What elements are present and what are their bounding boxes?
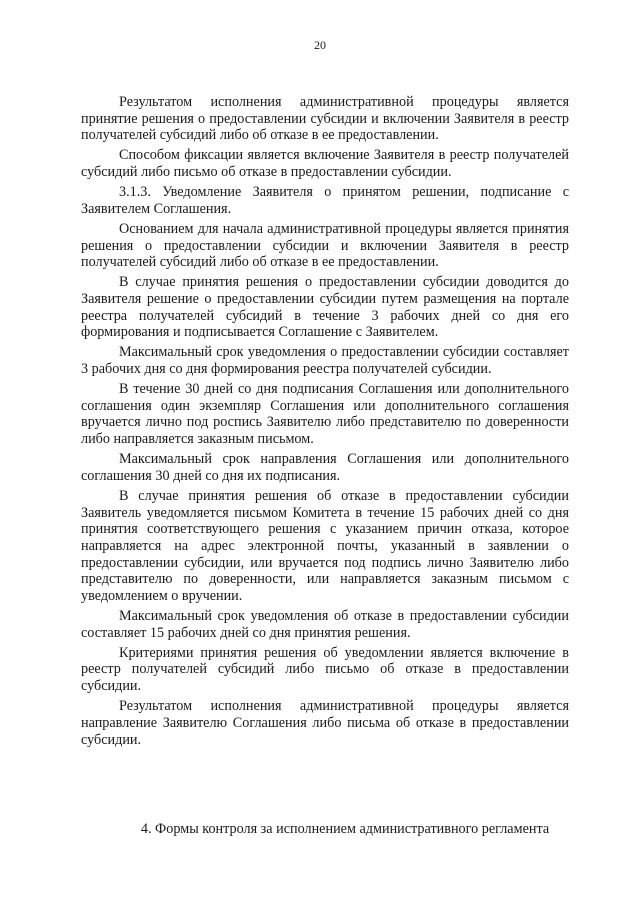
paragraph-procedure-result: Результатом исполнения административной процедуры является направление Заявителю Соглашения либо письма об отказе в предоставлении субсидии.: [81, 698, 569, 748]
paragraph-result-decision: Результатом исполнения административной процедуры является принятие решения о предоставлении субсидии и включении Заявителя в реестр получателей субсидий либо об отказе в ее предоставлении.: [81, 94, 569, 144]
paragraph-fixation-method: Способом фиксации является включение Заявителя в реестр получателей субсидий либо письмо об отказе в предоставлении субсидии.: [81, 147, 569, 181]
body-text: [81, 94, 569, 752]
paragraph-basis: Основанием для начала административной процедуры является принятия решения о предоставлении субсидии и включении Заявителя в реестр получателей субсидий либо об отказе в ее предоставлении.: [81, 220, 569, 271]
subsection-heading-3-1-3: 3.1.3. Уведомление Заявителя о принятом решении, подписание с Заявителем Соглашения.: [81, 184, 569, 217]
paragraph-max-notice-term: Максимальный срок уведомления о предоставлении субсидии составляет 3 рабочих дня со дня формирования реестра получателей субсидии.: [81, 344, 569, 378]
paragraph-agreement-delivery: В течение 30 дней со дня подписания Соглашения или дополнительного соглашения один экземпляр Соглашения или дополнительного соглашения вручается лично под роспись Заявителю либо представителю по доверенности либо направляется заказным письмом.: [81, 381, 569, 448]
paragraph-criteria: Критериями принятия решения об уведомлении является включение в реестр получателей субсидий либо письмо об отказе в предоставлении субсидии.: [81, 644, 569, 695]
paragraph-grant-decision: В случае принятия решения о предоставлении субсидии доводится до Заявителя решение о предоставлении субсидии путем размещения на портале реестра получателей субсидий в течение 3 рабочих дней со дня его формирования и подписывается Соглашение с Заявителем.: [81, 274, 569, 341]
page-number: 20: [314, 38, 326, 52]
paragraph-refusal-notice: В случае принятия решения об отказе в предоставлении субсидии Заявитель уведомляется письмом Комитета в течение 15 рабочих дней со дня принятия соответствующего решения с указанием причин отказа, которое направляется на адрес электронной почты, указанный в заявлении о предоставлении субсидии, или вручается под подпись лично Заявителю либо представителю по доверенности, или направляется заказным письмом с уведомлением о вручении.: [81, 487, 569, 605]
paragraph-max-refusal-term: Максимальный срок уведомления об отказе в предоставлении субсидии составляет 15 рабочих дней со дня принятия решения.: [81, 608, 569, 641]
paragraph-max-agreement-term: Максимальный срок направления Соглашения или дополнительного соглашения 30 дней со дня их подписания.: [81, 451, 569, 484]
section-heading: 4. Формы контроля за исполнением административного регламента: [140, 821, 550, 837]
